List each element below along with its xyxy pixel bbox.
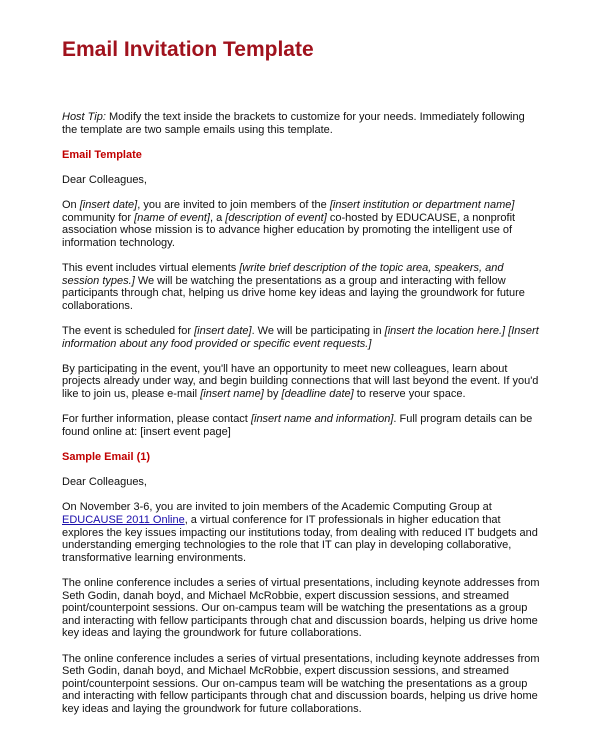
sample-email-paragraph-2: The online conference includes a series of virtual presentations, including keynote addresses from Seth Godin, danah boyd, and Michael McRobbie, expert discussion sessions, and streamed point/counterpoint sessions. Our on-campus team will be watching the presentations as a group and interacting with fellow participants through chat and discussion boards, helping us drive home key ideas and laying the groundwork for future collaborations. bbox=[62, 576, 540, 640]
sample-email-greeting: Dear Colleagues, bbox=[62, 476, 147, 489]
email-template-paragraph-5: For further information, please contact [insert name and information]. Full program details can be found online at: [insert event page] bbox=[62, 413, 533, 438]
educause-2011-online-link[interactable]: EDUCAUSE 2011 Online bbox=[62, 514, 185, 526]
email-template-paragraph-4: By participating in the event, you'll have an opportunity to meet new colleagues, learn about projects already under way, and begin building connections that will last beyond the event. If you'd like to join us, please e-mail [insert name] by [deadline date] to reserve your space. bbox=[62, 362, 539, 401]
email-template-paragraph-3: The event is scheduled for [insert date]. We will be participating in [insert the location here.] [Insert information about any food provided or specific event requests.] bbox=[62, 325, 539, 350]
email-template-paragraph-2: This event includes virtual elements [write brief description of the topic area, speakers, and session types.] We will be watching the presentations as a group and interacting with fellow participants through chat, helping us drive home key ideas and laying the groundwork for future collaborations. bbox=[62, 262, 525, 312]
host-tip: Host Tip: Modify the text inside the brackets to customize for your needs. Immediately following the template are two sample emails using this template. bbox=[62, 111, 525, 136]
sample-email-paragraph-3: The online conference includes a series of virtual presentations, including keynote addresses from Seth Godin, danah boyd, and Michael McRobbie, expert discussion sessions, and streamed point/counterpoint sessions. Our on-campus team will be watching the presentations as a group and interacting with fellow participants through chat and discussion boards, helping us drive home key ideas and laying the groundwork for future collaborations. bbox=[62, 652, 540, 715]
host-tip-label: Host Tip: bbox=[62, 111, 106, 123]
email-template-heading: Email Template bbox=[62, 148, 142, 161]
document-body bbox=[62, 111, 542, 728]
email-template-greeting: Dear Colleagues, bbox=[62, 173, 147, 186]
page-title: Email Invitation Template bbox=[62, 38, 314, 61]
email-template-paragraph-1: On [insert date], you are invited to join members of the [insert institution or department name] community for [name of event], a [description of event] co-hosted by EDUCAUSE, a nonprofit association whose mission is to advance higher education by promoting the intelligent use of information technology. bbox=[62, 199, 516, 249]
sample-email-paragraph-1: On November 3-6, you are invited to join members of the Academic Computing Group at EDUCAUSE 2011 Online, a virtual conference for IT professionals in higher education that explores the key issues impacting our institutions today, from dealing with reduced IT budgets and understanding emerging technologies to the role that IT can play in developing collaborative, transformative learning environments. bbox=[62, 501, 538, 564]
sample-email-heading: Sample Email (1) bbox=[62, 451, 151, 464]
